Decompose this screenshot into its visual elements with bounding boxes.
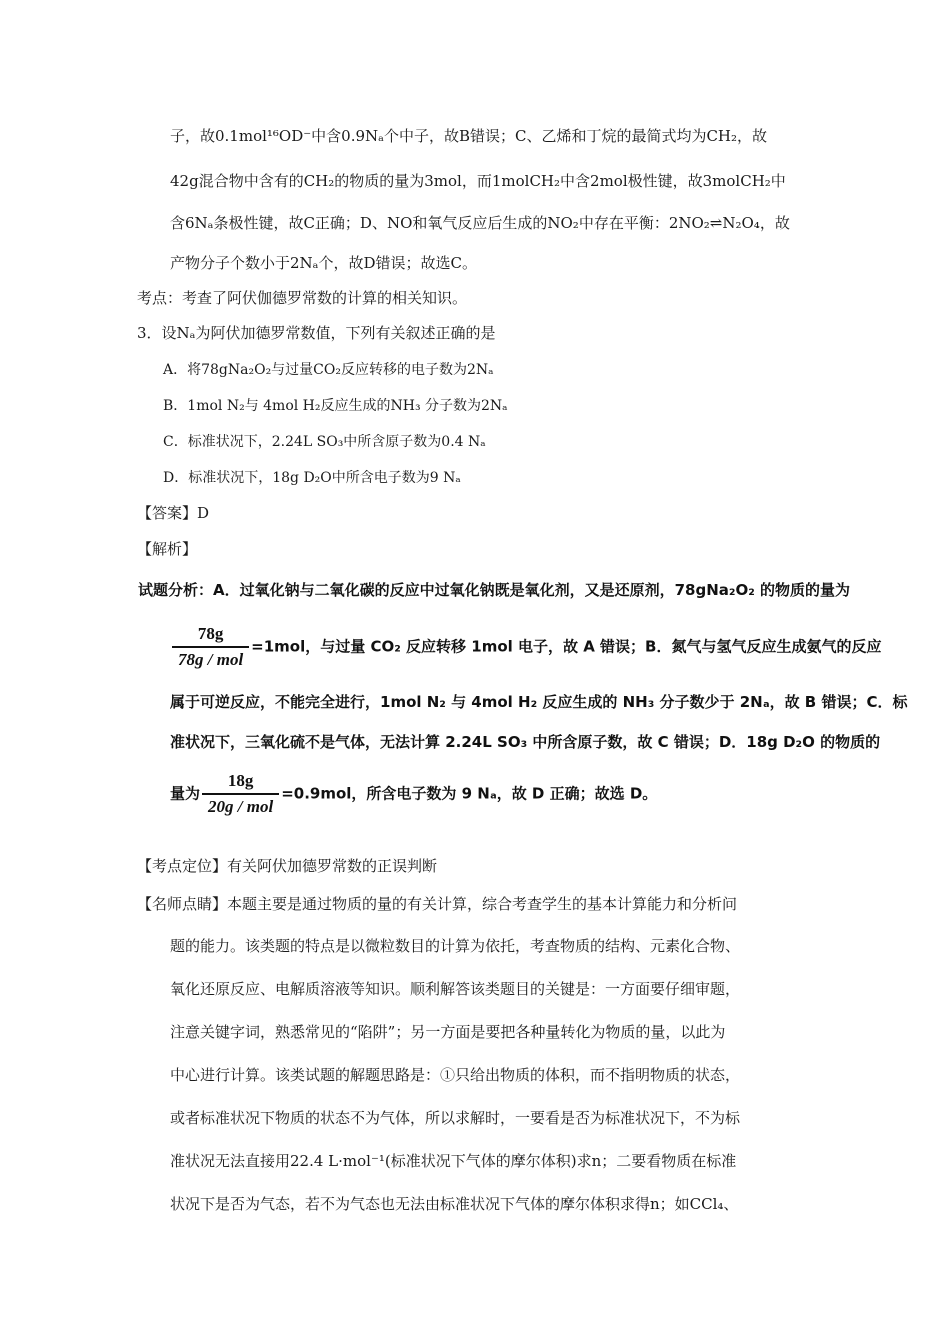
mingshi-line-4: 注意关键字词，熟悉常见的“陷阱”；另一方面是要把各种量转化为物质的量，以此为 <box>170 1023 726 1041</box>
fraction-2 <box>202 771 279 817</box>
mingshi-line-8: 状况下是否为气态，若不为气态也无法由标准状况下气体的摩尔体积求得n；如CCl₄、 <box>170 1195 739 1213</box>
fraction-1 <box>172 624 249 670</box>
analysis-line-1: 试题分析：A．过氧化钠与二氧化碳的反应中过氧化钠既是氧化剂，又是还原剂，78gNa₂O₂ 的物质的量为 <box>138 581 851 599</box>
analysis-line-3: 属于可逆反应，不能完全进行，1mol N₂ 与 4mol H₂ 反应生成的 NH₃ 分子数少于 2Nₐ，故 B 错误；C．标 <box>170 693 908 711</box>
analysis-line-2 <box>170 624 881 670</box>
analysis-line-5-text: =0.9mol，所含电子数为 9 Nₐ，故 D 正确；故选 D。 <box>281 784 658 803</box>
analysis-header: 【解析】 <box>137 540 198 558</box>
analysis-line-2-text: =1mol，与过量 CO₂ 反应转移 1mol 电子，故 A 错误；B．氮气与氢气反应生成氨气的反应 <box>251 637 882 656</box>
continuation-line-1: 子，故0.1mol¹⁶OD⁻中含0.9Nₐ个中子，故B错误；C、乙烯和丁烷的最简式均为CH₂，故 <box>170 127 768 145</box>
kaodian-dingwei: 【考点定位】有关阿伏加德罗常数的正误判断 <box>137 857 438 875</box>
option-d: D．标准状况下，18g D₂O中所含电子数为9 Nₐ <box>163 470 461 486</box>
mingshi-line-1: 【名师点睛】本题主要是通过物质的量的有关计算，综合考查学生的基本计算能力和分析问 <box>137 895 738 913</box>
continuation-line-2: 42g混合物中含有的CH₂的物质的量为3mol，而1molCH₂中含2mol极性键，故3molCH₂中 <box>170 172 786 190</box>
fraction-2-numerator: 18g <box>202 771 279 795</box>
mingshi-line-5: 中心进行计算。该类试题的解题思路是：①只给出物质的体积，而不指明物质的状态， <box>170 1066 741 1084</box>
continuation-line-3: 含6Nₐ条极性键，故C正确；D、NO和氧气反应后生成的NO₂中存在平衡：2NO₂⇌N₂O₄，故 <box>170 214 790 232</box>
analysis-line-5 <box>170 771 657 817</box>
option-b: B．1mol N₂与 4mol H₂反应生成的NH₃ 分子数为2Nₐ <box>163 398 508 414</box>
fraction-1-denominator: 78g / mol <box>178 650 244 669</box>
fraction-1-numerator: 78g <box>172 624 249 648</box>
mingshi-line-6: 或者标准状况下物质的状态不为气体，所以求解时，一要看是否为标准状况下，不为标 <box>170 1109 741 1127</box>
question-stem: 3．设Nₐ为阿伏加德罗常数值，下列有关叙述正确的是 <box>137 324 496 342</box>
answer-line: 【答案】D <box>137 504 210 522</box>
mingshi-line-7: 准状况无法直接用22.4 L·mol⁻¹(标准状况下气体的摩尔体积)求n；二要看物质在标准 <box>170 1152 737 1170</box>
analysis-line-5-prefix: 量为 <box>170 784 201 803</box>
fraction-2-denominator: 20g / mol <box>208 797 274 816</box>
continuation-line-4: 产物分子个数小于2Nₐ个，故D错误；故选C。 <box>170 254 477 272</box>
kaodian-previous: 考点：考查了阿伏伽德罗常数的计算的相关知识。 <box>137 289 468 307</box>
mingshi-line-2: 题的能力。该类题的特点是以微粒数目的计算为依托，考查物质的结构、元素化合物、 <box>170 937 741 955</box>
option-c: C．标准状况下，2.24L SO₃中所含原子数为0.4 Nₐ <box>163 434 486 450</box>
option-a: A．将78gNa₂O₂与过量CO₂反应转移的电子数为2Nₐ <box>163 362 494 378</box>
mingshi-line-3: 氧化还原反应、电解质溶液等知识。顺利解答该类题目的关键是：一方面要仔细审题， <box>170 980 741 998</box>
analysis-line-4: 准状况下，三氧化硫不是气体，无法计算 2.24L SO₃ 中所含原子数，故 C 错误；D．18g D₂O 的物质的 <box>170 733 881 751</box>
